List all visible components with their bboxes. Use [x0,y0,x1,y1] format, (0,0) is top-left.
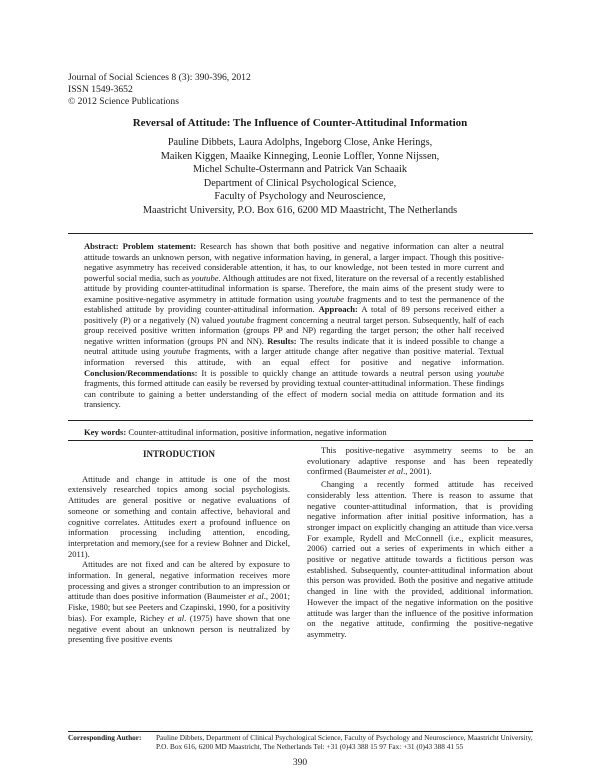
abstract-top-rule [68,233,533,234]
right-column [307,445,533,640]
author-line: Pauline Dibbets, Laura Adolphs, Ingeborg Close, Anke Herings, [167,137,433,148]
paragraph-text: Attitudes are not fixed and can be altered by exposure to information. In general, negative information receives more processing and gives a stronger contribution to an impression or attitude than does positive information (Baumeister [68,559,290,602]
et-al: et al [248,591,264,602]
page-number: 390 [292,758,308,768]
youtube-term: youtube [316,293,344,304]
paragraph-text: ., 2001; Fiske, 1980; but see Peeters and Czapinski, 1990, for a positivity bias). For example, Richey [68,591,290,623]
journal-copyright: © 2012 Science Publications [68,96,179,107]
journal-info [68,72,251,108]
affiliation-line: Maastricht University, P.O. Box 616, 6200 MD Maastricht, The Netherlands [142,204,458,216]
conclusion-text: It is possible to quickly change an attitude towards a neutral person using [201,367,474,378]
approach-text: A total of 89 persons received either a positively (P) or a negatively (N) valued [84,304,504,325]
youtube-term: youtube [476,367,504,378]
paragraph-text: This positive-negative asymmetry seems to be an evolutionary adaptive response and has been repeatedly confirmed (Baumeister [307,445,533,477]
problem-text: fragments and to test the permanence of the established attitude by providing counter-attitudinal information. [84,293,505,315]
paragraph [68,474,290,560]
footer-rule [68,731,533,732]
paragraph-text: Attitude and change in attitude is one of the most extensively researched topics among social psychologists. Attitudes are general positive or negative evaluations of someone or something and contain affective, behavioral and cognitive correlates. Attitudes exert a profound influence on information processing including attention, encoding, interpretation and memory,(see for a review Bohner and Dickel, 2011). [68,473,290,559]
corresponding-text: Pauline Dibbets, Department of Clinical Psychological Science, Faculty of Psychology and Neuroscience, Maastricht University, P.O. Box 616, 6200 MD Maastricht, The Netherlands Tel: +31 (0)43 388 15 97 Fax: +31 (0)43 388 41 55 [156,733,533,752]
youtube-term: youtube [227,314,255,325]
approach-label: Approach: [318,304,358,315]
paragraph [307,445,533,477]
youtube-term: youtube [163,346,191,357]
author-block [0,136,600,218]
results-text: The results indicate that it is indeed possible to change a neutral attitude using [84,335,505,357]
keywords [84,427,524,437]
journal-citation: Journal of Social Sciences 8 (3): 390-396, 2012 [68,72,251,83]
section-heading: INTRODUCTION [142,449,215,459]
results-label: Results: [267,335,297,346]
youtube-term: youtube [191,272,219,283]
approach-text: fragment concerning a neutral target person. Subsequently, half of each group received positive written information (groups PP and NP) regarding the target person; the other half received negative written information (groups PN and NN). [84,314,505,346]
paragraph-text: ., 2001). [403,466,432,477]
problem-text: . Although attitudes are not fixed, literature on the reversal of a recently established attitude by providing counter-attitudinal information is sparse. Therefore, the main aims of the present study were to examine positive-negative asymmetry in attitude formation using [84,272,504,304]
keywords-text: Counter-attitudinal information, positive information, negative information [128,427,387,437]
conclusion-text: fragments, this formed attitude can easily be reversed by providing textual counter-attitudinal information. These findings can contribute to gaining a better understanding of the effect of modern social media on attitude formation and its transiency. [84,378,504,410]
problem-text: Research has shown that both positive and negative information can alter a neutral attitude towards an unknown person, with negative information having, in general, a larger impact. Though this positive-negative asymmetry has received considerable attention, it has, to our knowledge, not been tested in more current and powerful social media, such as [84,241,504,283]
left-column [68,449,290,645]
keywords-label: Key words: [84,427,127,437]
corresponding-label: Corresponding Author: [68,733,142,742]
results-text: fragments, with a larger attitude change after negative than positive material. Textual information reversed this attitude, with an equal effect for positive and negative information. [84,346,505,368]
abstract [84,241,504,410]
paragraph-text: . (1975) have shown that one negative event about an unknown person is neutralized by presenting five positive events [68,612,291,645]
et-al: et al [388,466,404,477]
paragraph [68,559,290,645]
author-line: Michel Schulte-Ostermann and Patrick Van Schaaik [193,164,407,176]
paper-title: Reversal of Attitude: The Influence of Counter-Attitudinal Information [132,117,468,129]
keywords-rule [68,440,533,441]
conclusion-label: Conclusion/Recommendations: [84,367,198,378]
author-line: Maiken Kiggen, Maaike Kinneging, Leonie Loffler, Yonne Nijssen, [160,150,440,162]
abstract-bottom-rule [68,420,533,421]
problem-label: Problem statement: [122,241,197,251]
et-al: et al [167,612,185,623]
paragraph [307,479,533,640]
affiliation-line: Faculty of Psychology and Neuroscience, [214,191,386,203]
paragraph-text: Changing a recently formed attitude has received considerably less attention. There is reason to assume that negative counter-attitudinal information, that is providing negative information after initial positive information, has a stronger impact on explicitly changing an attitude than vice.versa For example, Rydell and McConnell (i.e., explicit measures, 2006) carried out a series of experiments in which either a positive or negative attitude towards a fictitious person was established. Subsequently, counter-attitudinal information about this person was provided. Both the positive and negative attitude changed in line with the provided, additional information. However the impact of the negative information on the positive attitude was larger than the influence of the positive information on the negative attitude, confirming the positive-negative asymmetry. [307,479,533,639]
journal-issn: ISSN 1549-3652 [68,84,133,95]
abstract-label: Abstract: [84,241,119,251]
affiliation-line: Department of Clinical Psychological Science, [203,177,397,189]
